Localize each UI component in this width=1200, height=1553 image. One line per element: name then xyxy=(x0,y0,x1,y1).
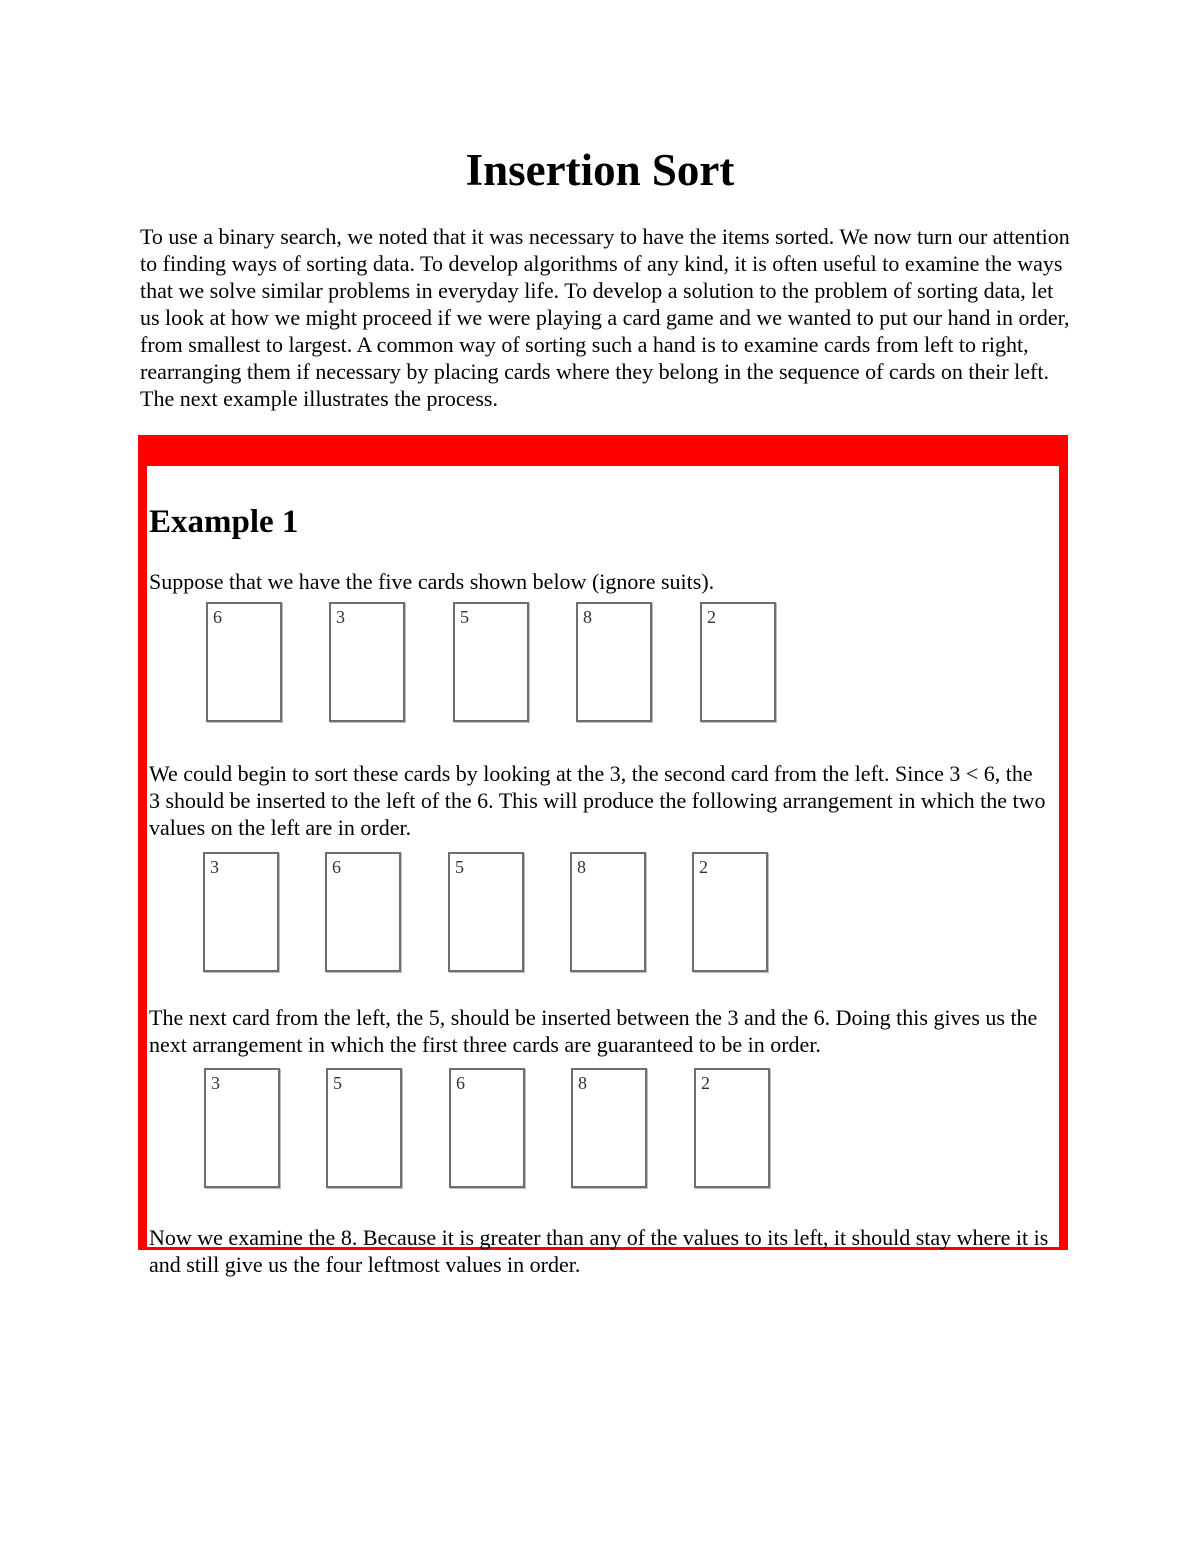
intro-paragraph: To use a binary search, we noted that it was necessary to have the items sorted. We now turn our attention to finding ways of sorting data. To develop algorithms of any kind, it is often useful to examine the ways that we solve similar problems in everyday life. To develop a solution to the problem of sorting data, let us look at how we might proceed if we were playing a card game and we wanted to put our hand in order, from smallest to largest. A common way of sorting such a hand is to examine cards from left to right, rearranging them if necessary by placing cards where they belong in the sequence of cards on their left. The next example illustrates the process. xyxy=(140,224,1070,411)
example-paragraph-3: The next card from the left, the 5, should be inserted between the 3 and the 6. Doing this gives us the next arrangement in which the first three cards are guaranteed to be in order. xyxy=(149,1005,1038,1057)
playing-card xyxy=(448,852,524,972)
card-value: 6 xyxy=(213,607,222,627)
card-value: 2 xyxy=(707,607,716,627)
page-title: Insertion Sort xyxy=(465,145,735,195)
card-value: 2 xyxy=(699,857,708,877)
playing-card xyxy=(329,602,405,722)
playing-card xyxy=(325,852,401,972)
card-value: 3 xyxy=(211,1073,220,1093)
playing-card xyxy=(700,602,776,722)
playing-card xyxy=(203,852,279,972)
card-value: 6 xyxy=(332,857,341,877)
playing-card xyxy=(570,852,646,972)
card-value: 5 xyxy=(455,857,464,877)
card-value: 5 xyxy=(460,607,469,627)
example-heading: Example 1 xyxy=(149,504,299,540)
example-paragraph-2: We could begin to sort these cards by looking at the 3, the second card from the left. Since 3 < 6, the 3 should be inserted to the left of the 6. This will produce the following arrangement in which the two values on the left are in order. xyxy=(149,761,1046,840)
playing-card xyxy=(453,602,529,722)
card-value: 3 xyxy=(210,857,219,877)
playing-card xyxy=(206,602,282,722)
playing-card xyxy=(449,1068,525,1188)
card-value: 8 xyxy=(578,1073,587,1093)
card-value: 8 xyxy=(577,857,586,877)
card-value: 5 xyxy=(333,1073,342,1093)
card-value: 6 xyxy=(456,1073,465,1093)
card-value: 3 xyxy=(336,607,345,627)
playing-card xyxy=(326,1068,402,1188)
playing-card xyxy=(692,852,768,972)
example-box xyxy=(138,435,1068,1277)
card-value: 8 xyxy=(583,607,592,627)
playing-card xyxy=(576,602,652,722)
example-paragraph-4: Now we examine the 8. Because it is greater than any of the values to its left, it should stay where it is and still give us the four leftmost values in order. xyxy=(149,1225,1049,1277)
playing-card xyxy=(571,1068,647,1188)
playing-card xyxy=(204,1068,280,1188)
example-paragraph-1: Suppose that we have the five cards shown below (ignore suits). xyxy=(149,569,715,594)
card-value: 2 xyxy=(701,1073,710,1093)
playing-card xyxy=(694,1068,770,1188)
